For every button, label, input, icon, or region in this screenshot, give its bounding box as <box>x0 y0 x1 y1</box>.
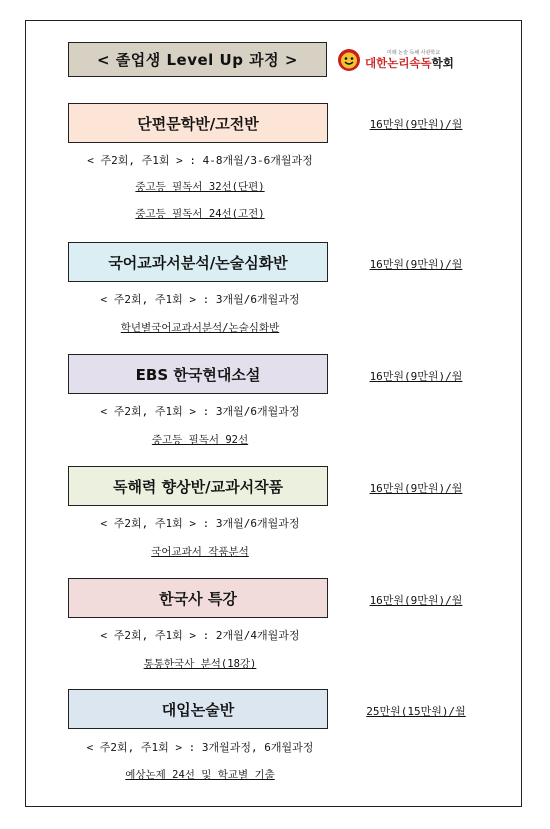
course-detail: 중고등 필독서 92선 <box>151 434 249 446</box>
course-schedule: < 주2회, 주1회 > : 3개월/6개월과정 <box>100 517 300 530</box>
page-title <box>68 42 327 77</box>
course-title-box <box>68 103 328 143</box>
course-title-box <box>68 466 328 506</box>
course-schedule: < 주2회, 주1회 > : 3개월/6개월과정 <box>100 293 300 306</box>
page-title-text: < 졸업생 Level Up 과정 > <box>97 51 298 69</box>
course-price: 16만원(9만원)/월 <box>369 594 463 607</box>
logo-tagline: 미래 논술 독해 사관학교 <box>387 49 441 56</box>
course-title: 대입논술반 <box>161 700 235 719</box>
course-detail: 학년별국어교과서분석/논술심화반 <box>120 322 280 334</box>
course-price: 16만원(9만원)/월 <box>369 482 463 495</box>
course-title: 한국사 특강 <box>159 589 237 608</box>
course-price: 16만원(9만원)/월 <box>369 370 463 383</box>
course-title-box <box>68 354 328 394</box>
course-schedule: < 주2회, 주1회 > : 2개월/4개월과정 <box>100 629 300 642</box>
course-schedule: < 주2회, 주1회 > : 4-8개월/3-6개월과정 <box>87 154 313 167</box>
course-title: 단편문학반/고전반 <box>137 114 259 133</box>
course-title: 독해력 향상반/교과서작품 <box>112 477 284 496</box>
academy-logo <box>337 47 477 73</box>
logo-name-black: 학회 <box>431 55 454 70</box>
course-detail: 통통한국사 분석(18강) <box>143 658 257 670</box>
course-schedule: < 주2회, 주1회 > : 3개월/6개월과정 <box>100 405 300 418</box>
logo-name <box>365 55 454 70</box>
smiley-logo-icon <box>337 48 361 72</box>
logo-name-red: 대한논리속독 <box>365 55 432 70</box>
course-title-box <box>68 578 328 618</box>
course-detail: 중고등 필독서 32선(단편) <box>135 181 265 193</box>
course-schedule: < 주2회, 주1회 > : 3개월과정, 6개월과정 <box>86 741 314 754</box>
course-price: 25만원(15만원)/월 <box>366 705 466 718</box>
course-price: 16만원(9만원)/월 <box>369 118 463 131</box>
course-detail: 예상논제 24선 및 학교별 기출 <box>125 769 275 781</box>
course-title: 국어교과서분석/논술심화반 <box>108 253 288 272</box>
course-detail: 중고등 필독서 24선(고전) <box>135 208 265 220</box>
course-title-box <box>68 242 328 282</box>
course-title: EBS 한국현대소설 <box>135 365 261 384</box>
course-title-box <box>68 689 328 729</box>
course-detail: 국어교과서 작품분석 <box>151 546 249 558</box>
course-price: 16만원(9만원)/월 <box>369 258 463 271</box>
